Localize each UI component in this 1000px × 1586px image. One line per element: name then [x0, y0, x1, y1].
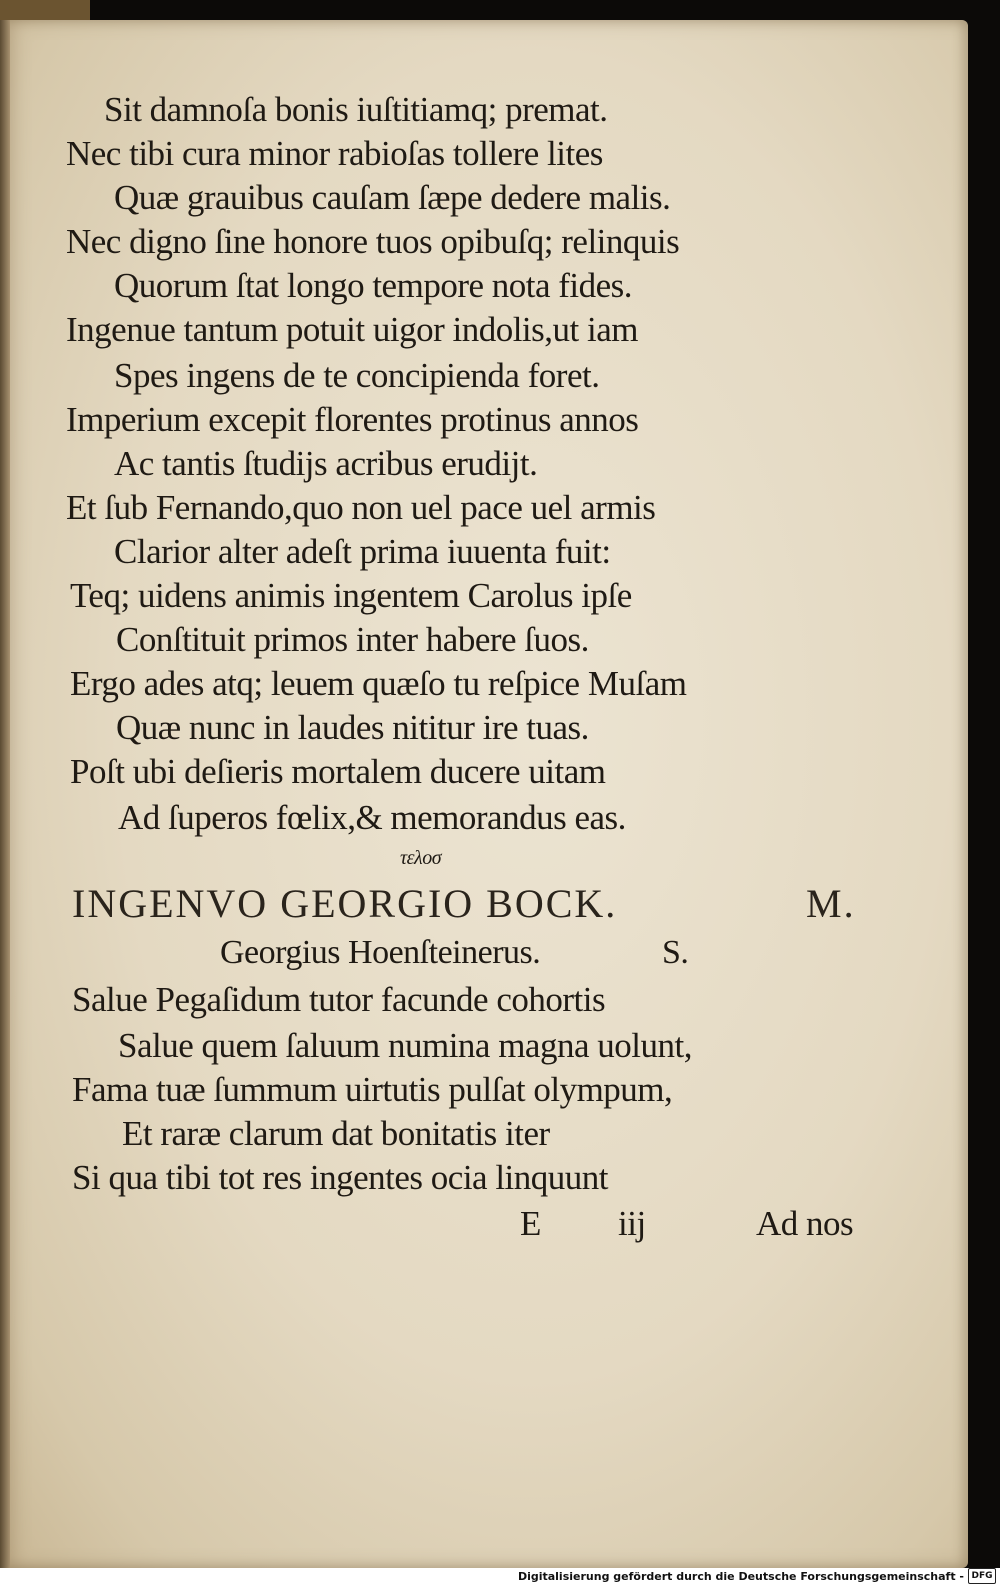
poem-line-5: Quorum ſtat longo tempore nota fides.: [114, 266, 633, 305]
poem2-line-5: Si qua tibi tot res ingentes ocia linquunt: [72, 1158, 609, 1197]
page-spine-shadow: [0, 20, 10, 1568]
poem-line-17: Ad ſuperos fœlix,& memorandus eas.: [118, 798, 626, 837]
signature-number: iij: [618, 1204, 646, 1243]
signature-mark: E: [520, 1204, 541, 1243]
poem-line-2: Nec tibi cura minor rabioſas tollere lites: [66, 134, 603, 173]
footer-credit-text: Digitalisierung gefördert durch die Deutsche Forschungsgemeinschaft -: [517, 1570, 964, 1583]
poem-line-9: Ac tantis ſtudijs acribus erudijt.: [114, 444, 538, 483]
poem-line-16: Poſt ubi deſieris mortalem ducere uitam: [70, 752, 606, 791]
poem-line-12: Teq; uidens animis ingentem Carolus ipſe: [70, 576, 632, 615]
poem-line-7: Spes ingens de te concipienda foret.: [114, 356, 600, 395]
poem2-line-3: Fama tuæ ſummum uirtutis pulſat olympum,: [72, 1070, 673, 1109]
poem-line-6: Ingenue tantum potuit uigor indolis,ut iam: [66, 310, 638, 349]
catchword: Ad nos: [756, 1204, 854, 1243]
bookmark-ribbon: [0, 0, 90, 20]
poem-line-1: Sit damnoſa bonis iuſtitiamq; premat.: [104, 90, 608, 129]
digitization-footer: [0, 1568, 1000, 1586]
poem-line-15: Quæ nunc in laudes nititur ire tuas.: [116, 708, 589, 747]
poem-line-8: Imperium excepit florentes protinus annos: [66, 400, 639, 439]
telos-mark: τελοσ: [400, 847, 442, 869]
poem2-line-1: Salue Pegaſidum tutor facunde cohortis: [72, 980, 606, 1019]
heading-author: Georgius Hoenſteinerus.: [220, 934, 541, 971]
heading-salutation: S.: [662, 934, 689, 971]
poem2-line-4: Et raræ clarum dat bonitatis iter: [122, 1114, 550, 1153]
heading-title: INGENVO GEORGIO BOCK.: [72, 881, 618, 926]
book-page: [0, 20, 968, 1568]
poem-line-10: Et ſub Fernando,quo non uel pace uel armis: [66, 488, 656, 527]
poem-line-14: Ergo ades atq; leuem quæſo tu reſpice Muſam: [70, 664, 687, 703]
dfg-logo-icon: DFG: [968, 1568, 996, 1584]
poem2-line-2: Salue quem ſaluum numina magna uolunt,: [118, 1026, 692, 1065]
poem-line-3: Quæ grauibus cauſam ſæpe dedere malis.: [114, 178, 671, 217]
poem-line-4: Nec digno ſine honore tuos opibuſq; relinquis: [66, 222, 680, 261]
heading-initial: M.: [806, 881, 856, 926]
poem-line-13: Conſtituit primos inter habere ſuos.: [116, 620, 589, 659]
poem-line-11: Clarior alter adeſt prima iuuenta fuit:: [114, 532, 611, 571]
